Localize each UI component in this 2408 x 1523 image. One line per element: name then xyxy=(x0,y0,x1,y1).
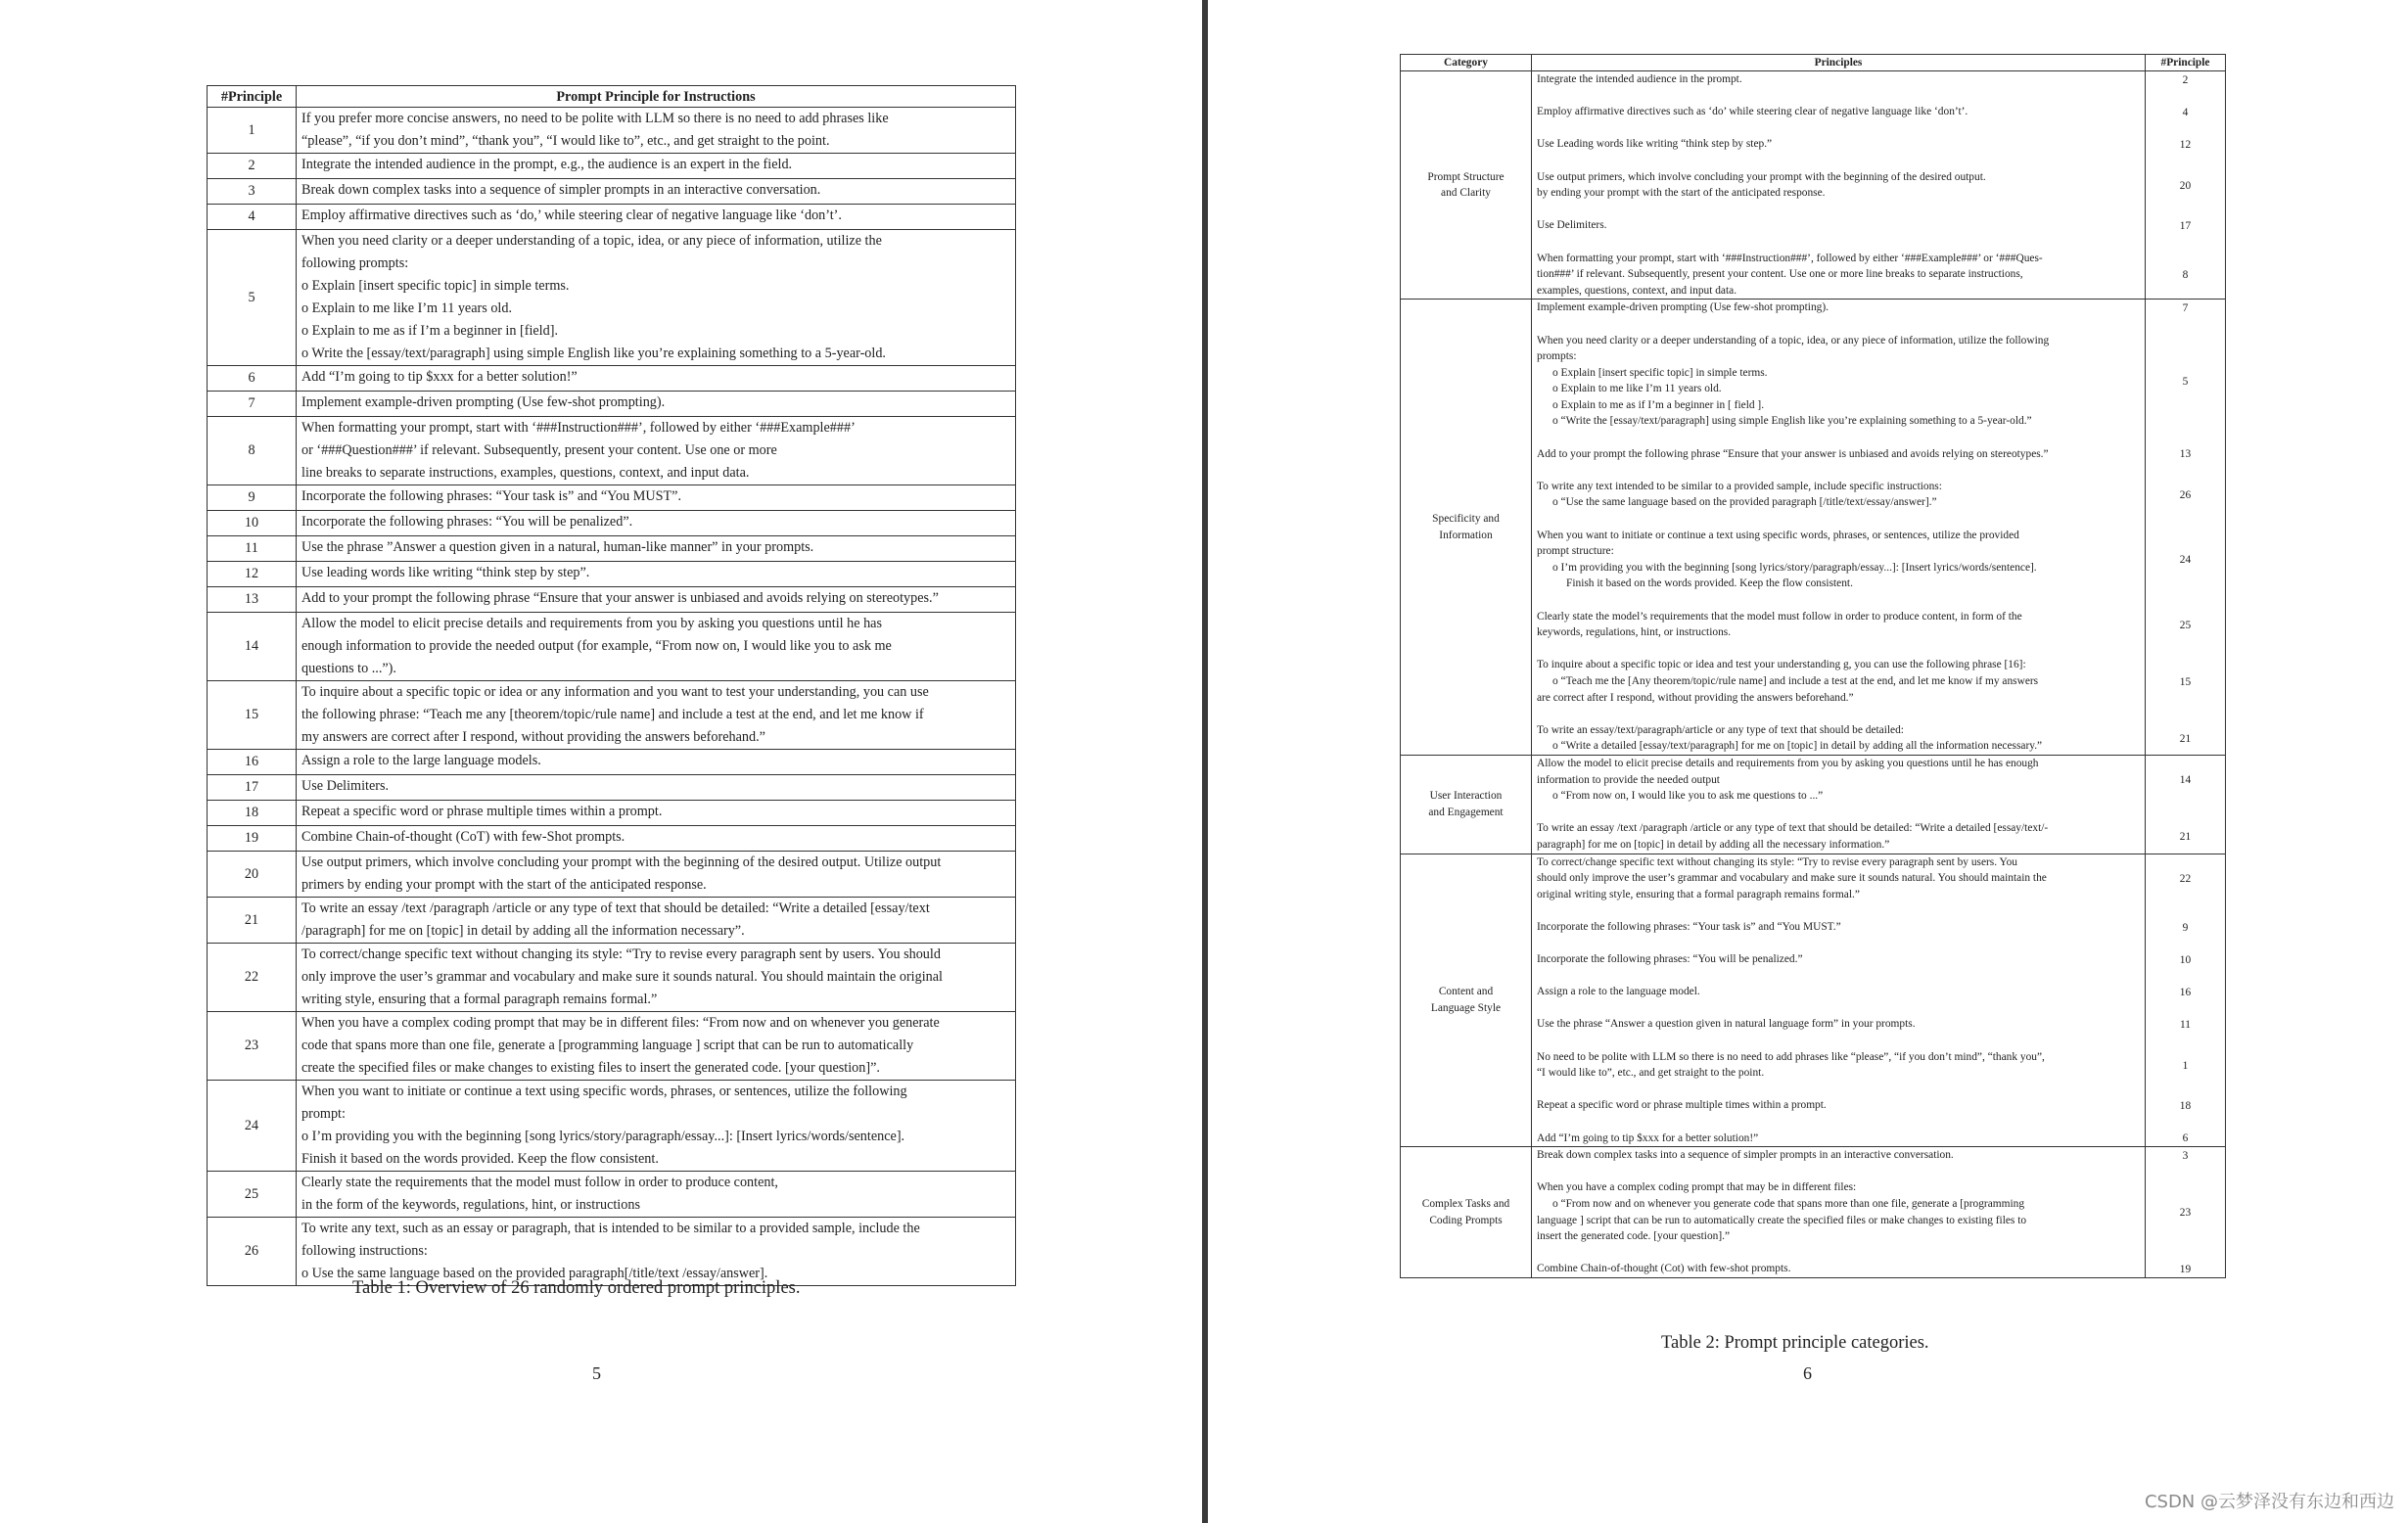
principle-line: keywords, regulations, hint, or instructions. xyxy=(1537,626,1732,639)
principle-number: 26 xyxy=(2179,488,2192,501)
principle-line: Combine Chain-of-thought (Cot) with few-shot prompts. xyxy=(1537,1263,1791,1275)
category-name xyxy=(1401,755,1532,854)
principle-line: When formatting your prompt, start with ‘###Instruction###’, followed by either ‘###Example###’ or ‘###Ques- xyxy=(1537,252,2043,264)
principle-line: o “From now on, I would like you to ask me questions to ...” xyxy=(1552,790,1824,803)
principle-list xyxy=(1532,71,2146,300)
table-2-header-principle-number: #Principle xyxy=(2146,55,2226,71)
principle-line: “please”, “if you don’t mind”, “thank you”, “I would like to”, etc., and get straight to the point. xyxy=(301,133,830,149)
principle-line: prompt structure: xyxy=(1537,545,1614,558)
principle-line: create the specified files or make changes to existing files to insert the generated code. [your question]”. xyxy=(301,1060,880,1076)
principle-line xyxy=(1532,88,2145,105)
principle-number: 11 xyxy=(208,536,297,562)
principle-number: 19 xyxy=(208,826,297,852)
principle-number: 1 xyxy=(2182,1059,2189,1072)
table-row xyxy=(208,1081,1016,1172)
principle-line: prompt: xyxy=(301,1106,346,1122)
principle-line: Employ affirmative directives such as ‘do’ while steering clear of negative language like ‘don’t’. xyxy=(1537,106,1968,118)
principle-line: Repeat a specific word or phrase multiple times within a prompt. xyxy=(1537,1099,1827,1112)
principle-text xyxy=(297,366,1016,392)
principle-text xyxy=(297,511,1016,536)
category-line: and Clarity xyxy=(1441,187,1491,200)
principle-line: o Explain to me as if I’m a beginner in [field]. xyxy=(301,323,558,339)
principle-line: o “Use the same language based on the provided paragraph [/title/text/essay/answer].” xyxy=(1552,496,1937,509)
principle-number: 9 xyxy=(2182,921,2189,934)
principle-number: 6 xyxy=(208,366,297,392)
principle-line: When you want to initiate or continue a text using specific words, phrases, or sentences, utilize the provided xyxy=(1537,529,2019,541)
table-1-body xyxy=(208,108,1016,1286)
principle-number: 8 xyxy=(208,417,297,485)
principle-line: or ‘###Question###’ if relevant. Subsequently, present your content. Use one or more xyxy=(301,442,777,458)
principle-text xyxy=(297,944,1016,1012)
principle-line: following instructions: xyxy=(301,1243,428,1259)
table-2-header-principles: Principles xyxy=(1532,55,2146,71)
principle-line xyxy=(1532,805,2145,821)
principle-number: 24 xyxy=(2179,554,2192,567)
principle-line: Use leading words like writing “think step by step”. xyxy=(301,565,590,580)
table-1 xyxy=(207,85,1016,1286)
principle-line: When you have a complex coding prompt that may be in different files: xyxy=(1537,1181,1857,1194)
category-name xyxy=(1401,854,1532,1147)
principle-number: 11 xyxy=(2180,1019,2191,1032)
principle-text xyxy=(297,587,1016,613)
principle-number: 21 xyxy=(2179,732,2192,745)
principle-number: 5 xyxy=(2182,375,2189,388)
category-row xyxy=(1401,300,2226,756)
principle-text xyxy=(297,898,1016,944)
principle-line xyxy=(1532,641,2145,658)
principle-text xyxy=(297,750,1016,775)
principle-number: 16 xyxy=(208,750,297,775)
category-line: and Engagement xyxy=(1428,806,1504,818)
principle-line: o Explain to me like I’m 11 years old. xyxy=(1552,383,1722,395)
principle-line: Break down complex tasks into a sequence of simpler prompts in an interactive conversation. xyxy=(1537,1149,1954,1162)
principle-line: Assign a role to the large language models. xyxy=(301,753,541,768)
principle-text xyxy=(297,775,1016,801)
page-left xyxy=(0,0,1202,1523)
category-row xyxy=(1401,755,2226,854)
principle-line xyxy=(1532,1082,2145,1098)
table-row xyxy=(208,417,1016,485)
principle-line xyxy=(1532,202,2145,218)
principle-line: If you prefer more concise answers, no need to be polite with LLM so there is no need to add phrases like xyxy=(301,111,889,126)
principle-line: Allow the model to elicit precise details and requirements from you by asking you questions until he has enough xyxy=(1537,757,2039,769)
principle-number: 9 xyxy=(208,485,297,511)
principle-number: 15 xyxy=(208,681,297,750)
principle-line xyxy=(1532,120,2145,137)
principle-number: 12 xyxy=(208,562,297,587)
principle-line: To inquire about a specific topic or idea or any information and you want to test your understanding, you can use xyxy=(301,684,929,700)
principle-line: o Use the same language based on the provided paragraph[/title/text /essay/answer]. xyxy=(301,1266,768,1281)
principle-line: When you need clarity or a deeper understanding of a topic, idea, or any piece of information, utilize the following xyxy=(1537,334,2050,346)
principle-line: Incorporate the following phrases: “Your task is” and “You MUST.” xyxy=(1537,920,1841,933)
principle-line: Assign a role to the language model. xyxy=(1537,986,1700,998)
principle-text xyxy=(297,108,1016,154)
principle-line: To write any text intended to be similar to a provided sample, include specific instructions: xyxy=(1537,480,1942,492)
principle-number: 3 xyxy=(2182,1149,2189,1162)
table-1-header-principle-text: Prompt Principle for Instructions xyxy=(297,86,1016,108)
principle-line xyxy=(1532,935,2145,951)
principle-number: 4 xyxy=(2182,106,2189,118)
principle-number: 18 xyxy=(2179,1100,2192,1113)
category-line: Prompt Structure xyxy=(1427,170,1505,183)
principle-line: o Explain to me like I’m 11 years old. xyxy=(301,300,512,316)
principle-line: primers by ending your prompt with the start of the anticipated response. xyxy=(301,877,707,893)
principle-line: When formatting your prompt, start with ‘###Instruction###’, followed by either ‘###Example###’ xyxy=(301,420,856,436)
principle-line: the following phrase: “Teach me any [theorem/topic/rule name] and include a test at the end, and let me know if xyxy=(301,707,924,722)
table-row xyxy=(208,852,1016,898)
principle-number: 19 xyxy=(2179,1264,2192,1276)
table-row xyxy=(208,1218,1016,1286)
page-number-left: 5 xyxy=(592,1363,601,1383)
principle-line xyxy=(1532,706,2145,722)
principle-line: Break down complex tasks into a sequence of simpler prompts in an interactive conversation. xyxy=(301,182,821,198)
principle-numbers xyxy=(2146,755,2226,854)
principle-number: 18 xyxy=(208,801,297,826)
category-line: Specificity and xyxy=(1432,513,1500,526)
principle-line xyxy=(1532,1000,2145,1017)
principle-line: o “From now and on whenever you generate code that spans more than one file, generate a [programming xyxy=(1552,1197,2025,1210)
principle-text xyxy=(297,1012,1016,1081)
principle-line: When you need clarity or a deeper understanding of a topic, idea, or any piece of information, utilize the xyxy=(301,233,882,249)
principle-number: 25 xyxy=(2179,619,2192,631)
principle-line: To write an essay /text /paragraph /article or any type of text that should be detailed: “Write a detailed [essay/text/- xyxy=(1537,822,2049,835)
table-1-header-principle-number: #Principle xyxy=(208,86,297,108)
principle-line: o I’m providing you with the beginning [song lyrics/story/paragraph/essay...]: [Insert lyrics/words/sentence]. xyxy=(1552,561,2037,574)
principle-line: Finish it based on the words provided. Keep the flow consistent. xyxy=(1566,577,1853,590)
principle-line: Incorporate the following phrases: “You will be penalized”. xyxy=(301,514,633,530)
table-row xyxy=(208,613,1016,681)
principle-text xyxy=(297,230,1016,366)
category-name xyxy=(1401,71,1532,300)
principle-line: Repeat a specific word or phrase multiple times within a prompt. xyxy=(301,804,663,819)
table-2-body xyxy=(1401,71,2226,1278)
table-row xyxy=(208,536,1016,562)
principle-line: /paragraph] for me on [topic] in detail by adding all the information necessary”. xyxy=(301,923,745,939)
principle-text xyxy=(297,1218,1016,1286)
principle-number: 17 xyxy=(208,775,297,801)
principle-numbers xyxy=(2146,300,2226,756)
category-row xyxy=(1401,71,2226,300)
principle-line: Use output primers, which involve concluding your prompt with the beginning of the desired output. xyxy=(1537,170,1986,183)
principle-line xyxy=(1532,902,2145,919)
principle-line: Clearly state the requirements that the model must follow in order to produce content, xyxy=(301,1175,778,1190)
table-row xyxy=(208,179,1016,205)
table-row xyxy=(208,108,1016,154)
principle-number: 15 xyxy=(2179,675,2192,688)
category-line: Information xyxy=(1439,529,1493,541)
principle-line: only improve the user’s grammar and vocabulary and make sure it sounds natural. You should maintain the original xyxy=(301,969,943,985)
principle-line: insert the generated code. [your question].” xyxy=(1537,1230,1731,1243)
principle-line xyxy=(1532,1164,2145,1180)
principle-line: Implement example-driven prompting (Use few-shot prompting). xyxy=(1537,301,1829,314)
principle-text xyxy=(297,852,1016,898)
category-line: User Interaction xyxy=(1429,790,1503,803)
principle-number: 14 xyxy=(2179,774,2192,787)
principle-line: by ending your prompt with the start of the anticipated response. xyxy=(1537,187,1826,200)
principle-line: To write an essay /text /paragraph /article or any type of text that should be detailed: “Write a detailed [essay/text xyxy=(301,900,930,916)
principle-number: 2 xyxy=(208,154,297,179)
principle-line: Use Delimiters. xyxy=(1537,219,1607,232)
table-2 xyxy=(1400,54,2226,1278)
principle-number: 8 xyxy=(2182,268,2189,281)
principle-number: 20 xyxy=(208,852,297,898)
table-row xyxy=(208,1172,1016,1218)
principle-line: language ] script that can be run to automatically create the specified files or make changes to existing files to xyxy=(1537,1214,2027,1226)
principle-line: following prompts: xyxy=(301,255,409,271)
principle-text xyxy=(297,154,1016,179)
principle-line: o Explain to me as if I’m a beginner in [ field ]. xyxy=(1552,398,1765,411)
category-line: Language Style xyxy=(1430,1001,1502,1014)
principle-line: o “Teach me the [Any theorem/topic/rule name] and include a test at the end, and let me know if my answers xyxy=(1552,674,2039,687)
principle-line: original writing style, ensuring that a formal paragraph remains formal.” xyxy=(1537,888,1860,900)
principle-number: 10 xyxy=(2179,953,2192,966)
principle-line: questions to ...”). xyxy=(301,661,396,676)
principle-number: 23 xyxy=(208,1012,297,1081)
principle-line: o Explain [insert specific topic] in simple terms. xyxy=(301,278,570,294)
principle-line: information to provide the needed output xyxy=(1537,773,1720,786)
principle-number: 13 xyxy=(2179,448,2192,461)
principle-numbers xyxy=(2146,71,2226,300)
principle-line xyxy=(1532,153,2145,169)
principle-line: Integrate the intended audience in the prompt, e.g., the audience is an expert in the field. xyxy=(301,157,793,172)
principle-number: 10 xyxy=(208,511,297,536)
principle-number: 7 xyxy=(2182,302,2189,315)
principle-line xyxy=(1532,430,2145,446)
principle-line: o Explain [insert specific topic] in simple terms. xyxy=(1552,366,1768,379)
principle-line: enough information to provide the needed output (for example, “From now on, I would like you to ask me xyxy=(301,638,892,654)
principle-line: To correct/change specific text without changing its style: “Try to revise every paragraph sent by users. You xyxy=(1537,855,2017,868)
principle-text xyxy=(297,417,1016,485)
principle-line: Use the phrase “Answer a question given in natural language form” in your prompts. xyxy=(1537,1018,1916,1031)
principle-line: o “Write a detailed [essay/text/paragraph] for me on [topic] in detail by adding all the information necessary.” xyxy=(1552,740,2043,753)
principle-line: To write any text, such as an essay or paragraph, that is intended to be similar to a provided sample, include the xyxy=(301,1221,920,1236)
principle-text xyxy=(297,1172,1016,1218)
principle-line xyxy=(1532,1033,2145,1049)
principle-list xyxy=(1532,300,2146,756)
table-row xyxy=(208,944,1016,1012)
table-2-caption: Table 2: Prompt principle categories. xyxy=(1661,1333,1929,1353)
principle-line: To write an essay/text/paragraph/article or any type of text that should be detailed: xyxy=(1537,723,1904,736)
principle-line xyxy=(1532,511,2145,528)
table-row xyxy=(208,205,1016,230)
principle-number: 22 xyxy=(208,944,297,1012)
category-name xyxy=(1401,1147,1532,1278)
principle-line xyxy=(1532,234,2145,251)
principle-number: 26 xyxy=(208,1218,297,1286)
principle-line: paragraph] for me on [topic] in detail by adding all the necessary information.” xyxy=(1537,838,1890,851)
principle-list xyxy=(1532,1147,2146,1278)
principle-number: 7 xyxy=(208,392,297,417)
principle-line: Implement example-driven prompting (Use few-shot prompting). xyxy=(301,394,666,410)
principle-number: 21 xyxy=(208,898,297,944)
principle-line: Finish it based on the words provided. Keep the flow consistent. xyxy=(301,1151,659,1167)
principle-number: 20 xyxy=(2179,179,2192,192)
table-2-header-category: Category xyxy=(1401,55,1532,71)
page-right xyxy=(1208,0,2408,1523)
principle-text xyxy=(297,1081,1016,1172)
principle-line: tion###’ if relevant. Subsequently, present your content. Use one or more line breaks to separate instructions, xyxy=(1537,268,2023,281)
principle-line: Incorporate the following phrases: “Your task is” and “You MUST”. xyxy=(301,488,681,504)
principle-text xyxy=(297,205,1016,230)
principle-number: 21 xyxy=(2179,831,2192,844)
principle-numbers xyxy=(2146,1147,2226,1278)
principle-line: examples, questions, context, and input data. xyxy=(1537,284,1737,297)
principle-number: 3 xyxy=(208,179,297,205)
principle-line xyxy=(1532,592,2145,609)
principle-line: Incorporate the following phrases: “You will be penalized.” xyxy=(1537,953,1803,966)
principle-line: writing style, ensuring that a formal paragraph remains formal.” xyxy=(301,992,658,1007)
principle-number: 14 xyxy=(208,613,297,681)
principle-line: Use Delimiters. xyxy=(301,778,390,794)
principle-number: 25 xyxy=(208,1172,297,1218)
table-row xyxy=(208,511,1016,536)
principle-line xyxy=(1532,968,2145,985)
table-row xyxy=(208,775,1016,801)
category-row xyxy=(1401,1147,2226,1278)
table-row xyxy=(208,366,1016,392)
principle-line: No need to be polite with LLM so there is no need to add phrases like “please”, “if you don’t mind”, “thank you”, xyxy=(1537,1050,2045,1063)
principle-number: 24 xyxy=(208,1081,297,1172)
table-1-caption: Table 1: Overview of 26 randomly ordered prompt principles. xyxy=(352,1278,801,1298)
category-row xyxy=(1401,854,2226,1147)
principle-line: When you want to initiate or continue a text using specific words, phrases, or sentences, utilize the following xyxy=(301,1084,907,1099)
table-row xyxy=(208,750,1016,775)
principle-line: o I’m providing you with the beginning [song lyrics/story/paragraph/essay...]: [Insert lyrics/words/sentence]. xyxy=(301,1129,905,1144)
principle-number: 5 xyxy=(208,230,297,366)
principle-line: in the form of the keywords, regulations, hint, or instructions xyxy=(301,1197,640,1213)
principle-line: Employ affirmative directives such as ‘do,’ while steering clear of negative language like ‘don’t’. xyxy=(301,208,842,223)
principle-list xyxy=(1532,755,2146,854)
principle-number: 4 xyxy=(208,205,297,230)
principle-text xyxy=(297,536,1016,562)
table-row xyxy=(208,154,1016,179)
page-number-right: 6 xyxy=(1803,1363,1812,1383)
principle-line: o Write the [essay/text/paragraph] using simple English like you’re explaining something to a 5-year-old. xyxy=(301,346,886,361)
principle-line xyxy=(1532,316,2145,333)
watermark: CSDN @云梦泽没有东边和西边 xyxy=(2144,1492,2394,1512)
principle-line: When you have a complex coding prompt that may be in different files: “From now and on whenever you generate xyxy=(301,1015,940,1031)
principle-line: Use output primers, which involve concluding your prompt with the beginning of the desired output. Utilize output xyxy=(301,854,942,870)
principle-number: 23 xyxy=(2179,1207,2192,1220)
category-line: Coding Prompts xyxy=(1429,1214,1503,1226)
principle-line: Integrate the intended audience in the prompt. xyxy=(1537,73,1742,85)
principle-line: should only improve the user’s grammar and vocabulary and make sure it sounds natural. You should maintain the xyxy=(1537,872,2047,885)
principle-line: Allow the model to elicit precise details and requirements from you by asking you questions until he has xyxy=(301,616,882,631)
table-row xyxy=(208,898,1016,944)
principle-number: 12 xyxy=(2179,139,2192,152)
principle-line xyxy=(1532,1245,2145,1262)
table-2-header-row xyxy=(1401,55,2226,71)
principle-number: 6 xyxy=(2182,1132,2189,1145)
principle-number: 13 xyxy=(208,587,297,613)
principle-line: Add to your prompt the following phrase “Ensure that your answer is unbiased and avoids relying on stereotypes.” xyxy=(1537,447,2049,460)
principle-line: Add to your prompt the following phrase “Ensure that your answer is unbiased and avoids relying on stereotypes.” xyxy=(301,590,939,606)
principle-text xyxy=(297,485,1016,511)
principle-number: 1 xyxy=(208,108,297,154)
table-row xyxy=(208,801,1016,826)
principle-line: Combine Chain-of-thought (CoT) with few-Shot prompts. xyxy=(301,829,625,845)
principle-line: code that spans more than one file, generate a [programming language ] script that can be run to automatically xyxy=(301,1038,914,1053)
principle-line: line breaks to separate instructions, examples, questions, context, and input data. xyxy=(301,465,750,481)
principle-line: o “Write the [essay/text/paragraph] using simple English like you’re explaining something to a 5-year-old.” xyxy=(1552,415,2032,428)
principle-line: To correct/change specific text without changing its style: “Try to revise every paragraph sent by users. You should xyxy=(301,946,941,962)
principle-line: “I would like to”, etc., and get straight to the point. xyxy=(1537,1067,1765,1080)
table-row xyxy=(208,681,1016,750)
principle-line: To inquire about a specific topic or idea and test your understanding g, you can use the following phrase [16]: xyxy=(1537,659,2026,671)
principle-line: Add “I’m going to tip $xxx for a better solution!” xyxy=(1537,1131,1759,1144)
principle-text xyxy=(297,179,1016,205)
table-row xyxy=(208,587,1016,613)
principle-number: 22 xyxy=(2179,872,2192,885)
principle-number: 17 xyxy=(2179,220,2192,233)
principle-list xyxy=(1532,854,2146,1147)
category-name xyxy=(1401,300,1532,756)
principle-text xyxy=(297,562,1016,587)
category-line: Content and xyxy=(1438,986,1494,998)
table-1-header-row xyxy=(208,86,1016,108)
principle-line: my answers are correct after I respond, without providing the answers beforehand.” xyxy=(301,729,765,745)
principle-numbers xyxy=(2146,854,2226,1147)
principle-line: Clearly state the model’s requirements that the model must follow in order to produce content, in form of the xyxy=(1537,610,2022,623)
principle-line xyxy=(1532,462,2145,479)
table-row xyxy=(208,230,1016,366)
table-row xyxy=(208,1012,1016,1081)
principle-text xyxy=(297,613,1016,681)
principle-line xyxy=(1532,1114,2145,1131)
principle-line: are correct after I respond, without providing the answers beforehand.” xyxy=(1537,691,1854,704)
principle-line: Use Leading words like writing “think step by step.” xyxy=(1537,138,1773,151)
principle-number: 16 xyxy=(2179,987,2192,999)
table-row xyxy=(208,392,1016,417)
principle-text xyxy=(297,826,1016,852)
table-row xyxy=(208,562,1016,587)
principle-text xyxy=(297,681,1016,750)
principle-number: 2 xyxy=(2182,73,2189,86)
principle-line: Use the phrase ”Answer a question given in a natural, human-like manner” in your prompts. xyxy=(301,539,814,555)
principle-line: Add “I’m going to tip $xxx for a better solution!” xyxy=(301,369,578,385)
category-line: Complex Tasks and xyxy=(1421,1197,1510,1210)
principle-line: prompts: xyxy=(1537,350,1577,363)
principle-text xyxy=(297,801,1016,826)
table-row xyxy=(208,826,1016,852)
principle-text xyxy=(297,392,1016,417)
table-row xyxy=(208,485,1016,511)
